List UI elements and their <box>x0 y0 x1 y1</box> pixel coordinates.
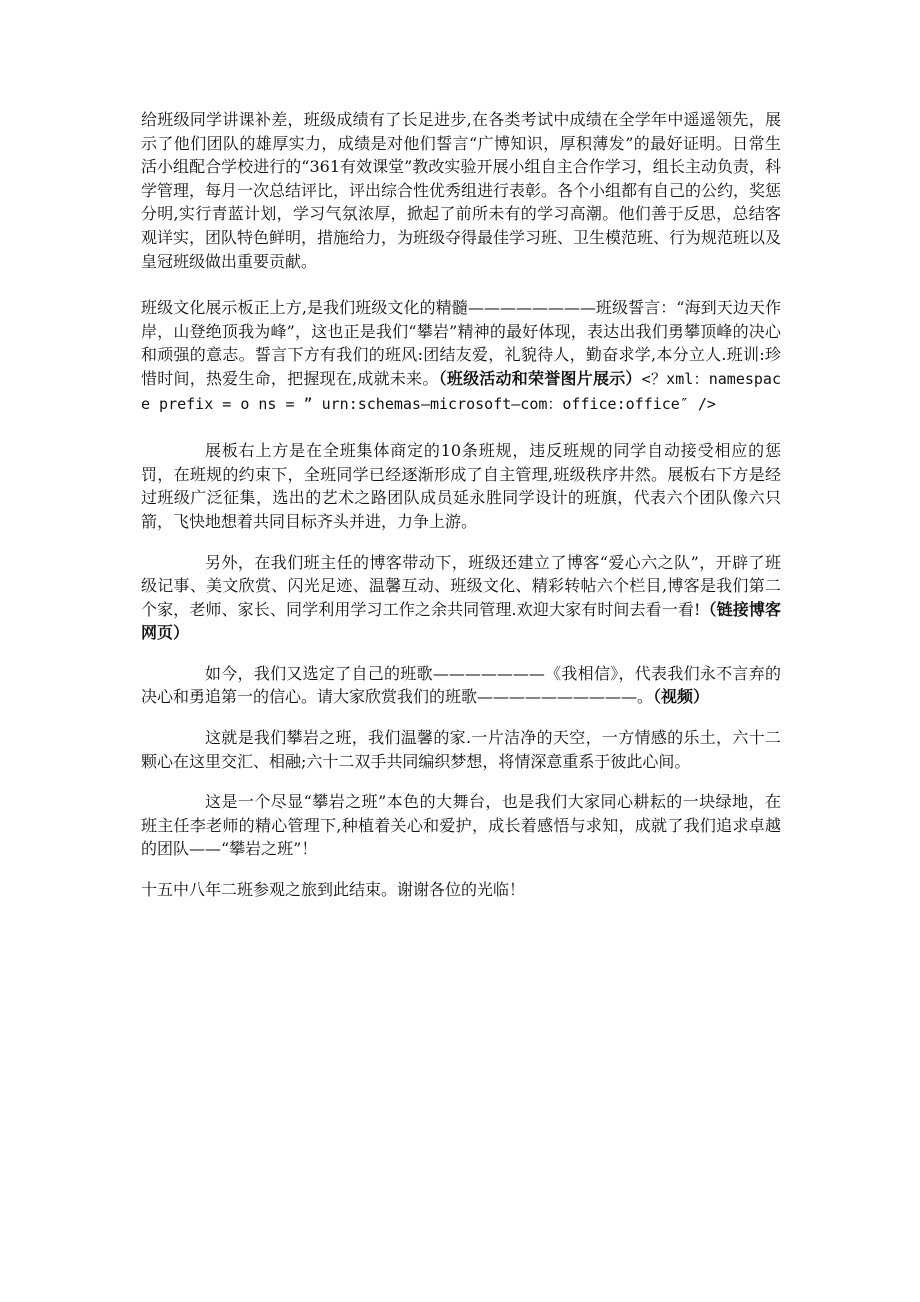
blog-description: 另外，在我们班主任的博客带动下，班级还建立了博客“爱心六之队”，开辟了班级记事、美文欣赏、闪光足迹、温馨互动、班级文化、精彩转帖六个栏目,博客是我们第二个家，老师、家长、同学利用学习工作之余共同管理.欢迎大家有时间去看一看! <box>141 552 781 619</box>
paragraph-class-culture-board <box>141 296 781 416</box>
paragraph-class-blog <box>141 551 781 645</box>
class-song-description: 如今，我们又选定了自己的班歌———————《我相信》，代表我们永不言弃的决心和勇追第一的信心。请大家欣赏我们的班歌——————————。 <box>141 663 781 707</box>
paragraph-big-stage: 这是一个尽显“攀岩之班”本色的大舞台，也是我们大家同心耕耘的一块绿地，在班主任李老师的精心管理下,种植着关心和爱护，成长着感悟与求知，成就了我们追求卓越的团队——“攀岩之班”！ <box>141 792 781 859</box>
class-motto-text: 班级文化展示板正上方,是我们班级文化的精髓————————班级誓言：“海到天边天作岸，山登绝顶我为峰”，这也正是我们“攀岩”精神的最好体现，表达出我们勇攀顶峰的决心和顽强的意志。誓言下方有我们的班风:团结友爱，礼貌待人，勤奋求学,本分立人.班训:珍惜时间，热爱生命，把握现在,成就未来。 <box>141 298 781 388</box>
paragraph-closing: 十五中八年二班参观之旅到此结束。谢谢各位的光临！ <box>141 880 526 900</box>
document-page <box>141 108 781 902</box>
paragraph-class-home: 这就是我们攀岩之班，我们温馨的家.一片洁净的天空，一方情感的乐土，六十二颗心在这里交汇、相融;六十二双手共同编织梦想，将情深意重系于彼此心间。 <box>141 728 781 771</box>
blog-link-note[interactable]: （链接博客网页） <box>141 599 781 643</box>
video-note[interactable]: （视频） <box>653 687 710 707</box>
paragraph-class-song <box>141 662 781 709</box>
xml-namespace-code: <？xml：namespace prefix = o ns = ” urn:schemas—microsoft—com：office:office″ /> <box>141 369 781 413</box>
paragraph-class-rules-flag: 展板右上方是在全班集体商定的10条班规，违反班规的同学自动接受相应的惩罚，在班规的约束下，全班同学已经逐渐形成了自主管理,班级秩序井然。展板右下方是经过班级广泛征集，选出的艺术之路团队成员延永胜同学设计的班旗，代表六个团队像六只箭，飞快地想着共同目标齐头并进，力争上游。 <box>141 441 781 531</box>
paragraph-team-achievements: 给班级同学讲课补差，班级成绩有了长足进步,在各类考试中成绩在全学年中遥遥领先，展示了他们团队的雄厚实力，成绩是对他们誓言“广博知识，厚积薄发”的最好证明。日常生活小组配合学校进行的“361有效课堂”教改实验开展小组自主合作学习，组长主动负责，科学管理，每月一次总结评比，评出综合性优秀组进行表彰。各个小组都有自己的公约，奖惩分明,实行青蓝计划，学习气氛浓厚，掀起了前所未有的学习高潮。他们善于反思，总结客观详实，团队特色鲜明，措施给力，为班级夺得最佳学习班、卫生模范班、行为规范班以及皇冠班级做出重要贡献。 <box>141 110 782 271</box>
photo-display-note: （班级活动和荣誉图片展示） <box>438 368 642 388</box>
